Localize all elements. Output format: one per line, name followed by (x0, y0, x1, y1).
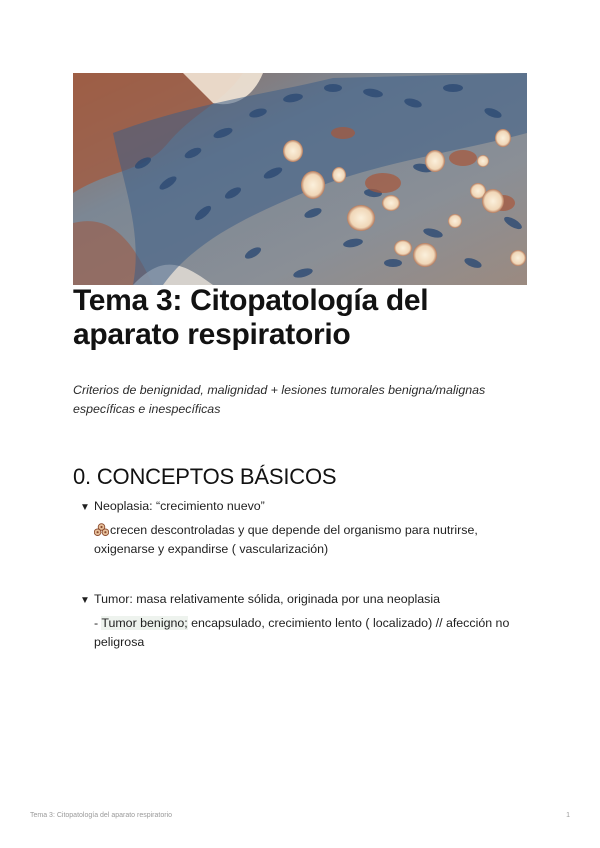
page-footer (30, 812, 570, 819)
page-number: 1 (566, 812, 570, 819)
page-subtitle: Criterios de benignidad, malignidad + lesiones tumorales benigna/malignas específicas e inespecíficas (73, 383, 486, 416)
page-title: Tema 3: Citopatología del aparato respiratorio (73, 284, 429, 351)
toggle-tumor[interactable] (80, 590, 440, 610)
cells-emoji-icon (94, 523, 109, 536)
footer-title: Tema 3: Citopatología del aparato respiratorio (30, 812, 173, 819)
highlight-tumor-benigno: Tumor benigno; (101, 616, 188, 630)
toggle-content-tumor (94, 614, 534, 652)
histology-image (73, 73, 527, 285)
toggle-content-neoplasia (94, 521, 534, 559)
section-heading: 0. CONCEPTOS BÁSICOS (73, 464, 337, 489)
cover-image (73, 73, 527, 285)
neoplasia-description: crecen descontroladas y que depende del organismo para nutrirse, oxigenarse y expandirse ( vascularización) (94, 523, 478, 556)
toggle-neoplasia[interactable] (80, 497, 265, 517)
toggle-triangle-icon[interactable]: ▼ (80, 595, 90, 606)
list-dash: - (94, 616, 102, 630)
tumor-description: encapsulado, crecimiento lento ( localizado) // afección no peligrosa (94, 616, 510, 649)
toggle-label: Neoplasia: “crecimiento nuevo” (94, 499, 265, 513)
toggle-label: Tumor: masa relativamente sólida, originada por una neoplasia (94, 592, 440, 606)
toggle-triangle-icon[interactable]: ▼ (80, 502, 90, 513)
